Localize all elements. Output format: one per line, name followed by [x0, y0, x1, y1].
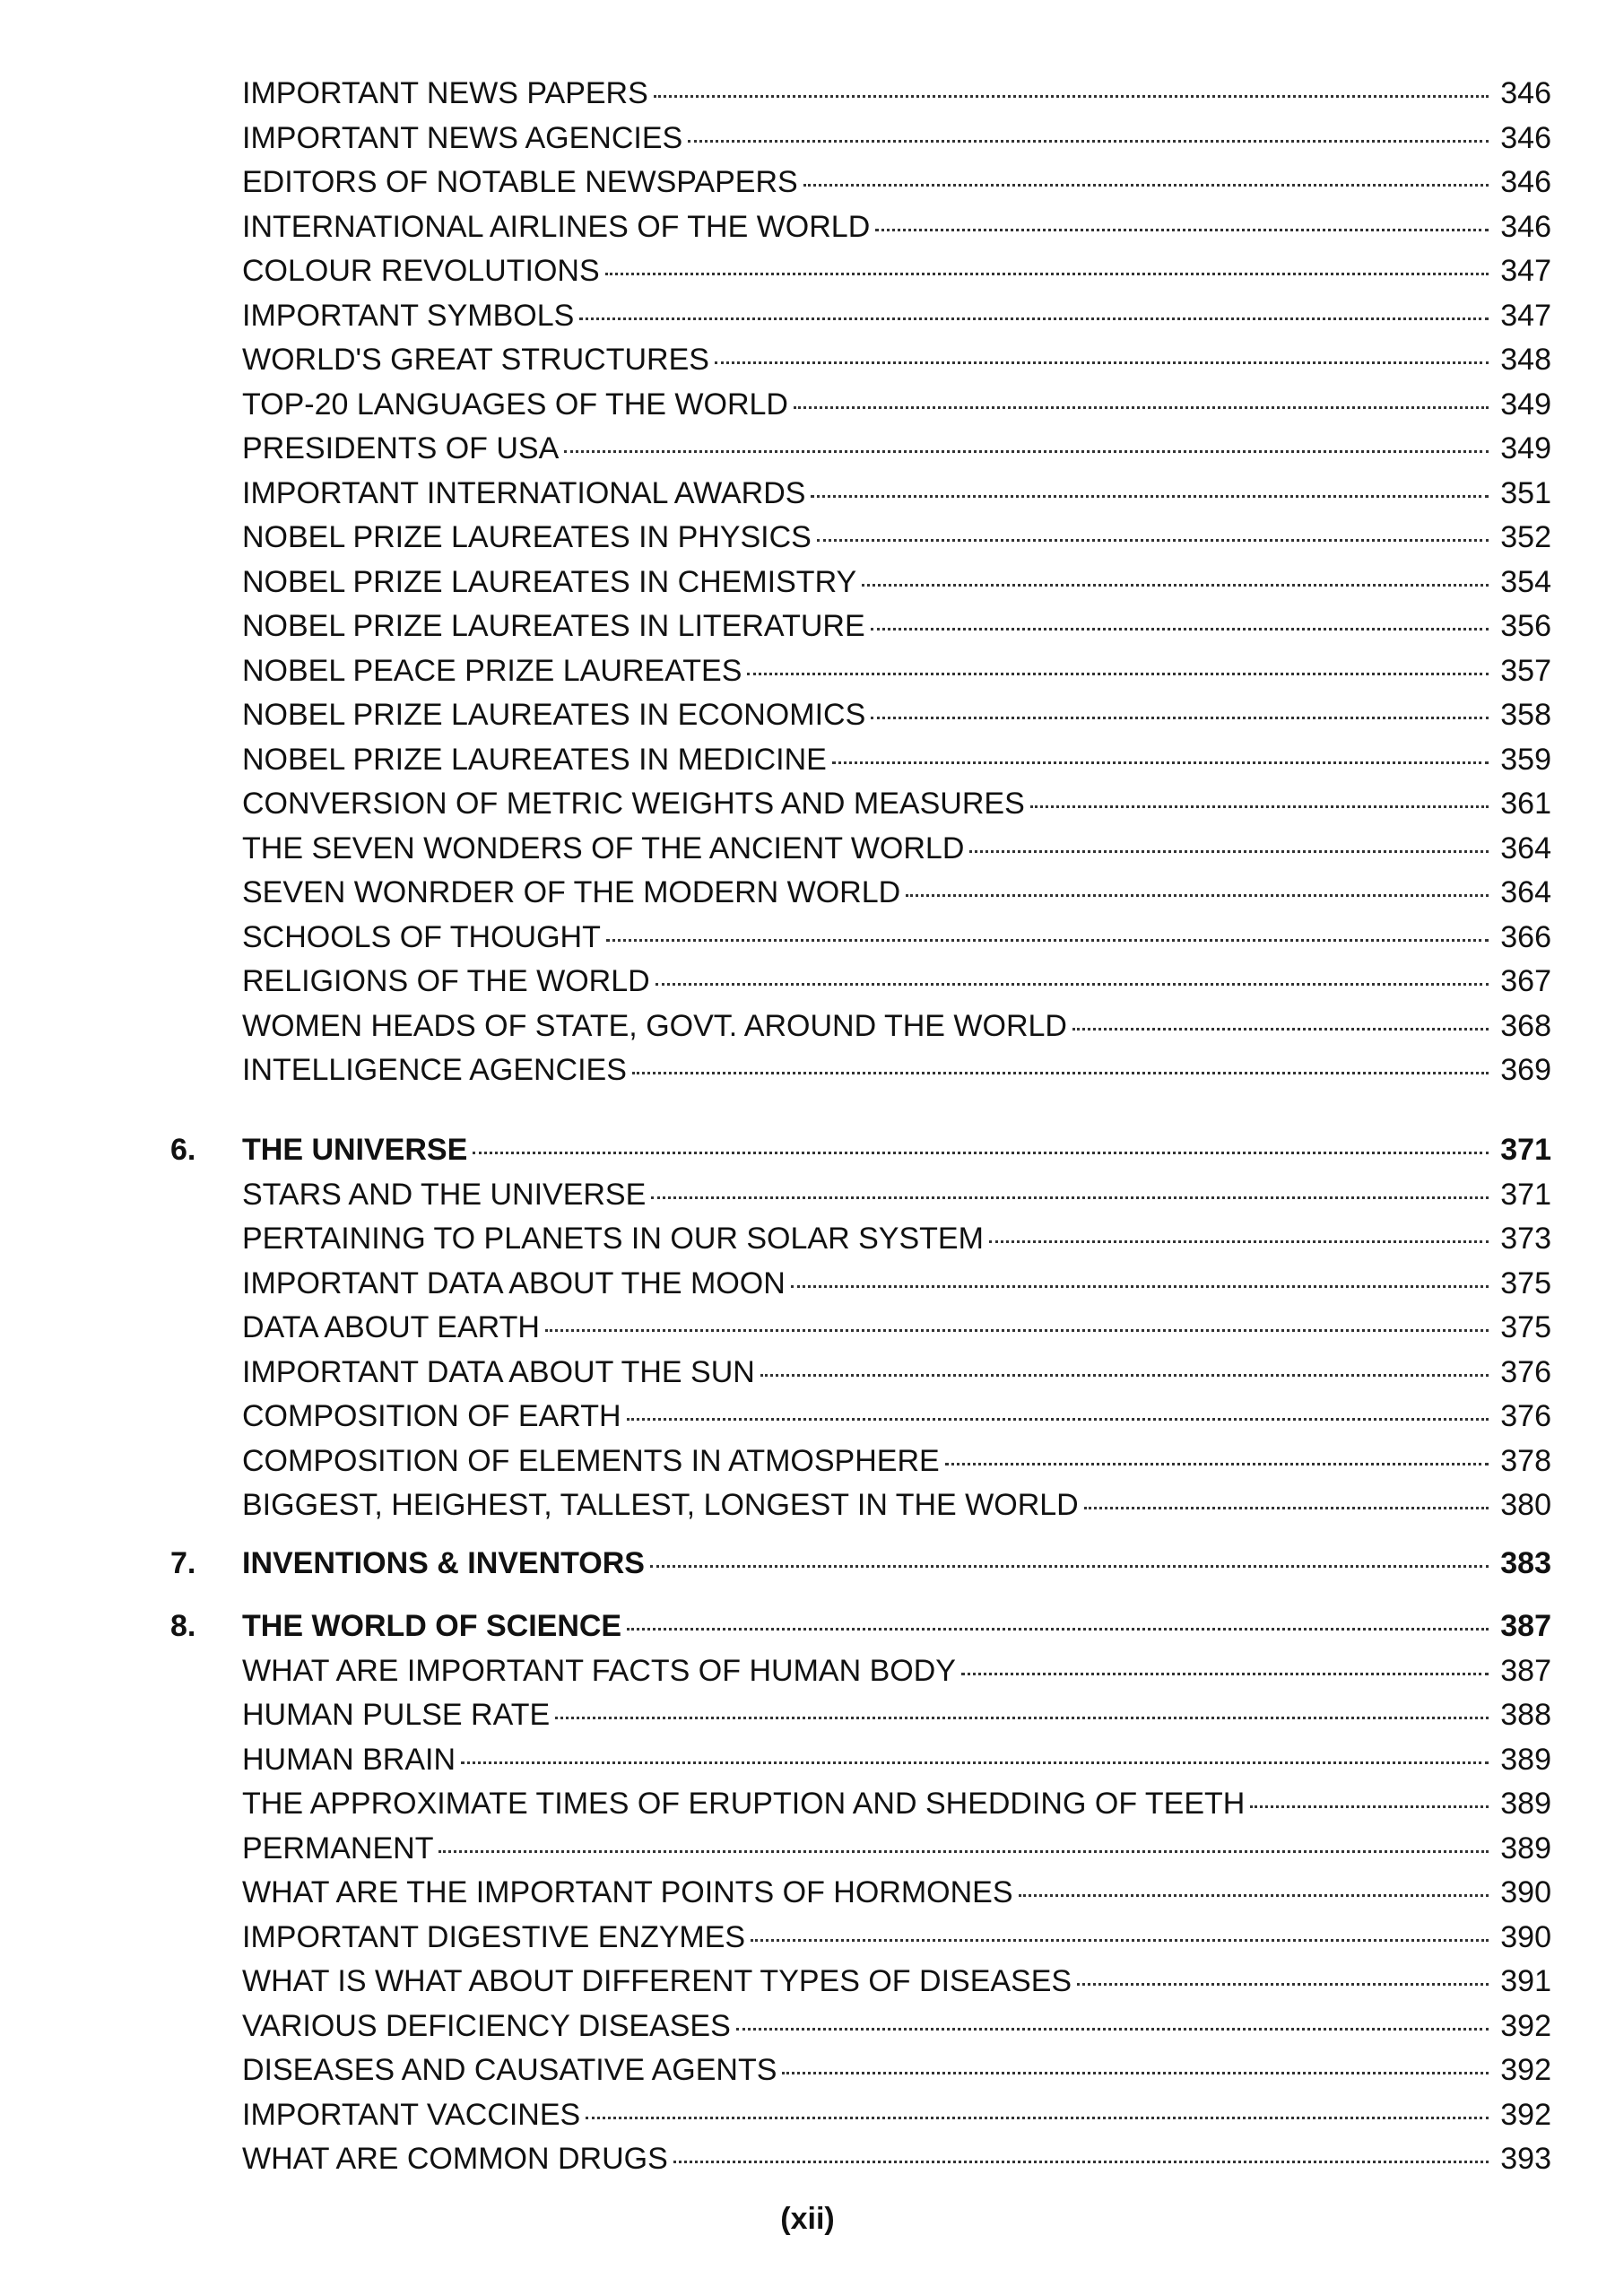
- dot-leader: [632, 1071, 1489, 1074]
- toc-entry: [170, 1173, 1551, 1218]
- toc-page-number: 367: [1500, 964, 1551, 998]
- dot-leader: [1250, 1805, 1489, 1808]
- toc-entry-title: CONVERSION OF METRIC WEIGHTS AND MEASURES: [242, 787, 1025, 821]
- toc-entry-title: IMPORTANT NEWS PAPERS: [242, 76, 648, 110]
- toc-entry: [170, 161, 1551, 205]
- dot-leader: [1077, 1982, 1489, 1986]
- dot-leader: [945, 1462, 1489, 1465]
- toc-chapter-heading: [170, 1128, 1551, 1173]
- toc-page-number: 387: [1500, 1609, 1551, 1643]
- toc-entry-title: IMPORTANT DATA ABOUT THE MOON: [242, 1265, 786, 1300]
- toc-page-number: 347: [1500, 254, 1551, 288]
- toc-entry: [170, 338, 1551, 383]
- toc-page-number: 346: [1500, 76, 1551, 110]
- toc-entry-title: WHAT ARE IMPORTANT FACTS OF HUMAN BODY: [242, 1653, 956, 1688]
- toc-page-number: 349: [1500, 431, 1551, 465]
- dot-leader: [747, 672, 1489, 675]
- toc-entry: [170, 1004, 1551, 1049]
- toc-entry: [170, 1351, 1551, 1396]
- toc-entry-title: VARIOUS DEFICIENCY DISEASES: [242, 2008, 731, 2043]
- toc-entry-title: WHAT ARE THE IMPORTANT POINTS OF HORMONES: [242, 1875, 1013, 1909]
- toc-entry-title: PERMANENT: [242, 1831, 434, 1866]
- toc-page-number: 388: [1500, 1698, 1551, 1732]
- dot-leader: [673, 2160, 1489, 2163]
- dot-leader: [961, 1672, 1489, 1675]
- toc-entry-title: COMPOSITION OF ELEMENTS IN ATMOSPHERE: [242, 1443, 940, 1478]
- toc-entry: [170, 1693, 1551, 1738]
- toc-page-number: 375: [1500, 1310, 1551, 1344]
- toc-page-number: 373: [1500, 1222, 1551, 1256]
- toc-page-number: 347: [1500, 298, 1551, 333]
- toc-page-number: 387: [1500, 1653, 1551, 1688]
- toc-entry-title: IMPORTANT VACCINES: [242, 2097, 581, 2132]
- toc-page-number: 357: [1500, 653, 1551, 688]
- toc-entry: [170, 649, 1551, 694]
- toc-entry: [170, 383, 1551, 428]
- toc-entry: [170, 2005, 1551, 2049]
- dot-leader: [606, 938, 1489, 942]
- toc-chapter-heading: [170, 1605, 1551, 1649]
- dot-leader: [811, 494, 1489, 498]
- toc-entry: [170, 2048, 1551, 2093]
- toc-entry: [170, 1782, 1551, 1827]
- toc-entry-title: COMPOSITION OF EARTH: [242, 1399, 621, 1433]
- dot-leader: [438, 1849, 1489, 1853]
- dot-leader: [586, 2116, 1489, 2119]
- toc-page-number: 393: [1500, 2142, 1551, 2176]
- toc-group: [170, 1542, 1551, 1587]
- toc-entry-title: NOBEL PRIZE LAUREATES IN MEDICINE: [242, 742, 827, 777]
- toc-entry-title: IMPORTANT INTERNATIONAL AWARDS: [242, 475, 806, 510]
- toc-entry: [170, 205, 1551, 250]
- dot-leader: [832, 761, 1489, 764]
- toc-entry: [170, 2137, 1551, 2182]
- dot-leader: [791, 1284, 1489, 1288]
- toc-page-number: 371: [1500, 1177, 1551, 1212]
- toc-page-number: 364: [1500, 831, 1551, 865]
- dot-leader: [736, 2027, 1489, 2031]
- toc-entry-title: DISEASES AND CAUSATIVE AGENTS: [242, 2053, 777, 2087]
- toc-page-number: 383: [1500, 1546, 1551, 1580]
- toc-entry-title: INVENTIONS & INVENTORS: [242, 1546, 645, 1580]
- toc-entry: [170, 960, 1551, 1004]
- toc-entry-title: IMPORTANT SYMBOLS: [242, 298, 575, 333]
- toc-entry: [170, 1738, 1551, 1783]
- dot-leader: [627, 1417, 1489, 1421]
- toc-page-number: 364: [1500, 875, 1551, 909]
- dot-leader: [627, 1627, 1489, 1631]
- toc-page-number: 361: [1500, 787, 1551, 821]
- toc-page-number: 352: [1500, 520, 1551, 554]
- dot-leader: [564, 449, 1489, 453]
- dot-leader: [605, 272, 1489, 275]
- toc-entry: [170, 561, 1551, 605]
- toc-entry-title: WOMEN HEADS OF STATE, GOVT. AROUND THE WORLD: [242, 1008, 1067, 1043]
- toc-page-number: 359: [1500, 742, 1551, 777]
- dot-leader: [651, 1196, 1489, 1199]
- dot-leader: [906, 893, 1489, 897]
- toc-page-number: 349: [1500, 387, 1551, 422]
- dot-leader: [650, 1564, 1489, 1568]
- toc-entry-title: HUMAN PULSE RATE: [242, 1698, 551, 1732]
- toc-chapter-heading: [170, 1542, 1551, 1587]
- toc-entry-title: HUMAN BRAIN: [242, 1742, 456, 1777]
- toc-entry: [170, 472, 1551, 517]
- dot-leader: [871, 627, 1489, 631]
- dot-leader: [715, 361, 1489, 364]
- toc-entry: [170, 782, 1551, 827]
- toc-page-number: 348: [1500, 343, 1551, 377]
- dot-leader: [688, 139, 1489, 143]
- toc-entry: [170, 1916, 1551, 1961]
- toc-page-number: 390: [1500, 1875, 1551, 1909]
- toc-entry: [170, 1649, 1551, 1694]
- toc-group: [170, 1605, 1551, 2182]
- toc-page-number: 389: [1500, 1831, 1551, 1866]
- toc-entry: [170, 72, 1551, 117]
- dot-leader: [817, 538, 1489, 542]
- toc-page-number: 346: [1500, 209, 1551, 244]
- toc-entry: [170, 916, 1551, 961]
- toc-entry: [170, 249, 1551, 294]
- toc-entry-title: THE UNIVERSE: [242, 1133, 468, 1167]
- dot-leader: [579, 317, 1489, 320]
- toc-page-number: 375: [1500, 1265, 1551, 1300]
- dot-leader: [871, 716, 1489, 719]
- dot-leader: [875, 228, 1489, 231]
- dot-leader: [1084, 1506, 1489, 1509]
- toc-entry-title: NOBEL PEACE PRIZE LAUREATES: [242, 653, 742, 688]
- toc-page-number: 369: [1500, 1053, 1551, 1087]
- toc-entry: [170, 2093, 1551, 2138]
- dot-leader: [803, 183, 1489, 187]
- toc-entry-title: WHAT ARE COMMON DRUGS: [242, 2142, 668, 2176]
- toc-page-number: 356: [1500, 609, 1551, 643]
- toc-entry-title: DATA ABOUT EARTH: [242, 1310, 540, 1344]
- toc-entry: [170, 1960, 1551, 2005]
- toc-entry: [170, 1048, 1551, 1093]
- toc-entry-title: WHAT IS WHAT ABOUT DIFFERENT TYPES OF DISEASES: [242, 1964, 1072, 1998]
- toc-entry: [170, 871, 1551, 916]
- toc-entry-title: BIGGEST, HEIGHEST, TALLEST, LONGEST IN THE WORLD: [242, 1488, 1079, 1522]
- toc-page-number: 354: [1500, 564, 1551, 599]
- toc-page-number: 380: [1500, 1488, 1551, 1522]
- toc-entry: [170, 1395, 1551, 1439]
- toc-entry: [170, 1827, 1551, 1872]
- toc-entry: [170, 738, 1551, 783]
- dot-leader: [862, 583, 1489, 587]
- toc-entry-title: NOBEL PRIZE LAUREATES IN CHEMISTRY: [242, 564, 857, 599]
- dot-leader: [1030, 804, 1489, 808]
- toc-entry-title: COLOUR REVOLUTIONS: [242, 254, 600, 288]
- toc-entry: [170, 1306, 1551, 1351]
- toc-page-number: 392: [1500, 2097, 1551, 2132]
- dot-leader: [989, 1239, 1489, 1243]
- toc-entry-title: INTELLIGENCE AGENCIES: [242, 1053, 627, 1087]
- toc-page-number: 389: [1500, 1787, 1551, 1821]
- toc-entry-title: PRESIDENTS OF USA: [242, 431, 560, 465]
- dot-leader: [782, 2071, 1489, 2074]
- toc-page-number: 390: [1500, 1919, 1551, 1954]
- toc-entry: [170, 1439, 1551, 1484]
- toc-entry-title: NOBEL PRIZE LAUREATES IN LITERATURE: [242, 609, 865, 643]
- toc-entry-title: NOBEL PRIZE LAUREATES IN PHYSICS: [242, 520, 812, 554]
- toc-entry-title: INTERNATIONAL AIRLINES OF THE WORLD: [242, 209, 871, 244]
- dot-leader: [1072, 1027, 1489, 1031]
- toc-chapter-number: 6.: [170, 1133, 196, 1167]
- toc-page-number: 346: [1500, 120, 1551, 155]
- toc-entry-title: NOBEL PRIZE LAUREATES IN ECONOMICS: [242, 698, 866, 732]
- toc-entry: [170, 1262, 1551, 1307]
- toc-entry: [170, 693, 1551, 738]
- toc-group: [170, 1128, 1551, 1528]
- toc-chapter-number: 8.: [170, 1609, 196, 1643]
- toc-entry: [170, 827, 1551, 872]
- toc-page-number: 376: [1500, 1354, 1551, 1389]
- toc-page-number: 392: [1500, 2008, 1551, 2043]
- toc-group: [170, 72, 1551, 1093]
- toc-page-number: 376: [1500, 1399, 1551, 1433]
- dot-leader: [751, 1938, 1489, 1942]
- dot-leader: [760, 1373, 1489, 1377]
- toc-entry: [170, 294, 1551, 339]
- dot-leader: [1019, 1893, 1489, 1897]
- toc-entry-title: THE APPROXIMATE TIMES OF ERUPTION AND SHEDDING OF TEETH: [242, 1787, 1246, 1821]
- toc-page-number: 358: [1500, 698, 1551, 732]
- dot-leader: [794, 405, 1489, 409]
- toc-entry-title: IMPORTANT DATA ABOUT THE SUN: [242, 1354, 755, 1389]
- toc-page-number: 378: [1500, 1443, 1551, 1478]
- dot-leader: [654, 94, 1489, 98]
- toc-page-number: 351: [1500, 475, 1551, 510]
- toc-entry-title: WORLD'S GREAT STRUCTURES: [242, 343, 709, 377]
- toc-entry-title: IMPORTANT DIGESTIVE ENZYMES: [242, 1919, 746, 1954]
- toc-page-number: 366: [1500, 919, 1551, 954]
- toc-entry-title: IMPORTANT NEWS AGENCIES: [242, 120, 683, 155]
- toc-entry-title: TOP-20 LANGUAGES OF THE WORLD: [242, 387, 788, 422]
- toc-entry: [170, 516, 1551, 561]
- toc-entry: [170, 1871, 1551, 1916]
- toc-entry-title: PERTAINING TO PLANETS IN OUR SOLAR SYSTEM: [242, 1222, 984, 1256]
- dot-leader: [461, 1761, 1489, 1764]
- dot-leader: [656, 982, 1489, 986]
- page-number-footer: (xii): [780, 2202, 835, 2236]
- toc-page-number: 346: [1500, 165, 1551, 199]
- dot-leader: [473, 1151, 1489, 1154]
- toc-page-number: 368: [1500, 1008, 1551, 1043]
- toc-page-number: 389: [1500, 1742, 1551, 1777]
- toc-page-number: 392: [1500, 2053, 1551, 2087]
- toc-entry: [170, 1483, 1551, 1528]
- toc-entry-title: STARS AND THE UNIVERSE: [242, 1177, 647, 1212]
- toc-chapter-number: 7.: [170, 1546, 196, 1580]
- toc-entry: [170, 117, 1551, 161]
- toc-entry-title: RELIGIONS OF THE WORLD: [242, 964, 650, 998]
- dot-leader: [969, 849, 1489, 853]
- toc-page-number: 391: [1500, 1964, 1551, 1998]
- toc-entry: [170, 604, 1551, 649]
- toc-entry-title: THE WORLD OF SCIENCE: [242, 1609, 622, 1643]
- toc-entry-title: THE SEVEN WONDERS OF THE ANCIENT WORLD: [242, 831, 965, 865]
- toc-entry: [170, 1217, 1551, 1262]
- toc-entry-title: SEVEN WONRDER OF THE MODERN WORLD: [242, 875, 901, 909]
- toc-entry-title: EDITORS OF NOTABLE NEWSPAPERS: [242, 165, 798, 199]
- dot-leader: [555, 1716, 1489, 1719]
- dot-leader: [545, 1328, 1489, 1332]
- toc-entry-title: SCHOOLS OF THOUGHT: [242, 919, 601, 954]
- toc-page-number: 371: [1500, 1133, 1551, 1167]
- toc-entry: [170, 427, 1551, 472]
